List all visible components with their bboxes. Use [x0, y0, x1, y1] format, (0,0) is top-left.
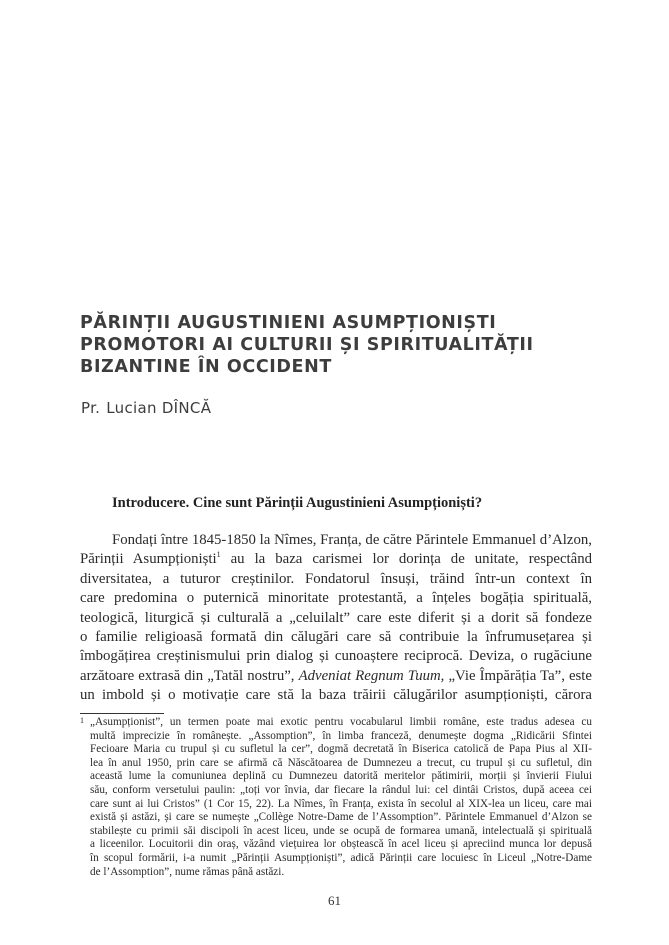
footnote-line: de l’Assomption”, nume rămas până astăzi. [90, 865, 285, 878]
author-name: Lucian DÎNCĂ [106, 399, 212, 417]
chapter-title [80, 312, 600, 378]
paragraph-line: un imbold și o motivație care stă la baza trăirii călugărilor asumpționiști, cărora [80, 687, 592, 704]
title-line: PĂRINȚII AUGUSTINIENI ASUMPȚIONIȘTI [80, 313, 497, 333]
footnote-line: multă imprecizie în românește. „Assomption”, în limba franceză, denumește dogma „Ridicării Sfintei [90, 729, 592, 742]
text-run: arzătoare extrasă din „Tatăl nostru”, [80, 667, 299, 684]
footnote-divider [80, 713, 164, 714]
latin-motto: Adveniat Regnum Tuum, [298, 667, 445, 684]
text-run: „Vie Împărăția Ta”, este [444, 667, 592, 684]
author-line [81, 399, 211, 417]
paragraph-line [80, 550, 592, 569]
paragraph-line [80, 667, 592, 686]
footnote-line: a liceenilor. Locuitorii din oraș, văzând viețuirea lor obștească în acel liceu și apreciind munca lor depusă [90, 838, 592, 851]
footnote-line: stabilește cu primii săi discipoli în acest liceu, unde se ocupă de formarea umană, intelectuală și spirituală [90, 824, 592, 837]
title-line: PROMOTORI AI CULTURII ȘI SPIRITUALITĂȚII [80, 335, 534, 355]
body-paragraph [80, 531, 592, 706]
footnote-number: 1 [80, 716, 84, 725]
footnote-line: în scopul formării, i-a numit „Părinții Asumpționiști”, adică Părinții care locuiesc în Liceul „Notre-Dame [90, 851, 592, 864]
paragraph-line: Fondați între 1845-1850 la Nîmes, Franța, de către Părintele Emmanuel d’Alzon, [112, 532, 592, 548]
text-run: Părinții Asumpționiști [80, 551, 217, 568]
section-heading: Introducere. Cine sunt Părinții Augustinieni Asumpționiști? [112, 495, 483, 511]
paragraph-line: o familie religioasă formată din călugări care să contribuie la înfrumusețarea și [80, 628, 592, 645]
author-prefix: Pr. [81, 399, 101, 417]
page-number: 61 [328, 893, 341, 908]
footnote-reference[interactable]: 1 [216, 550, 221, 560]
footnote [80, 716, 592, 879]
footnote-line: această lume la comuniunea deplină cu Dumnezeu datorită meritelor pătimirii, morții și învierii Fiului [90, 770, 592, 783]
footnote-line: Fecioare Maria cu trupul și cu sufletul la cer”, dogmă decretată în Biserica catolică de Papa Pius al XII- [90, 743, 592, 756]
paragraph-line: diversitatea, a tuturor creștinilor. Fondatorul însuși, trăind într-un context în [80, 570, 592, 587]
paragraph-line: îmbogățirea creștinismului prin dialog și cunoaștere reciprocă. Deviza, o rugăciune [80, 648, 592, 665]
footnote-line [80, 716, 592, 730]
paragraph-line: teologică, liturgică și culturală a „celuilalt” care este diferit și a dorit să fondeze [80, 609, 592, 626]
paragraph-line: care predomina o puternică minoritate protestantă, a înțeles bogăția spirituală, [80, 590, 592, 607]
footnote-line: care sunt ai lui Cristos” (1 Cor 15, 22). La Nîmes, în Franța, exista în secolul al XIX-lea un liceu, care mai [90, 797, 592, 810]
text-run: au la baza carismei lor dorința de unitate, respectând [220, 551, 592, 568]
title-line: BIZANTINE ÎN OCCIDENT [80, 357, 332, 377]
footnote-line: lea în anul 1950, prin care se afirmă că Născătoarea de Dumnezeu a trecut, cu trupul și cu sufletul, din [90, 756, 592, 769]
text-run: „Asumpționist”, un termen poate mai exotic pentru vocabularul limbii române, este tradus adesea cu [90, 716, 592, 728]
footnote-line: său, conform versetului paulin: „toți vor învia, dar fiecare la rândul lui: cel dintâi Cristos, după aceea cei [90, 783, 592, 796]
footnote-line: există și astăzi, și care se numește „Collège Notre-Dame de l’Assomption”. Părintele Emmanuel d’Alzon se [90, 811, 592, 824]
